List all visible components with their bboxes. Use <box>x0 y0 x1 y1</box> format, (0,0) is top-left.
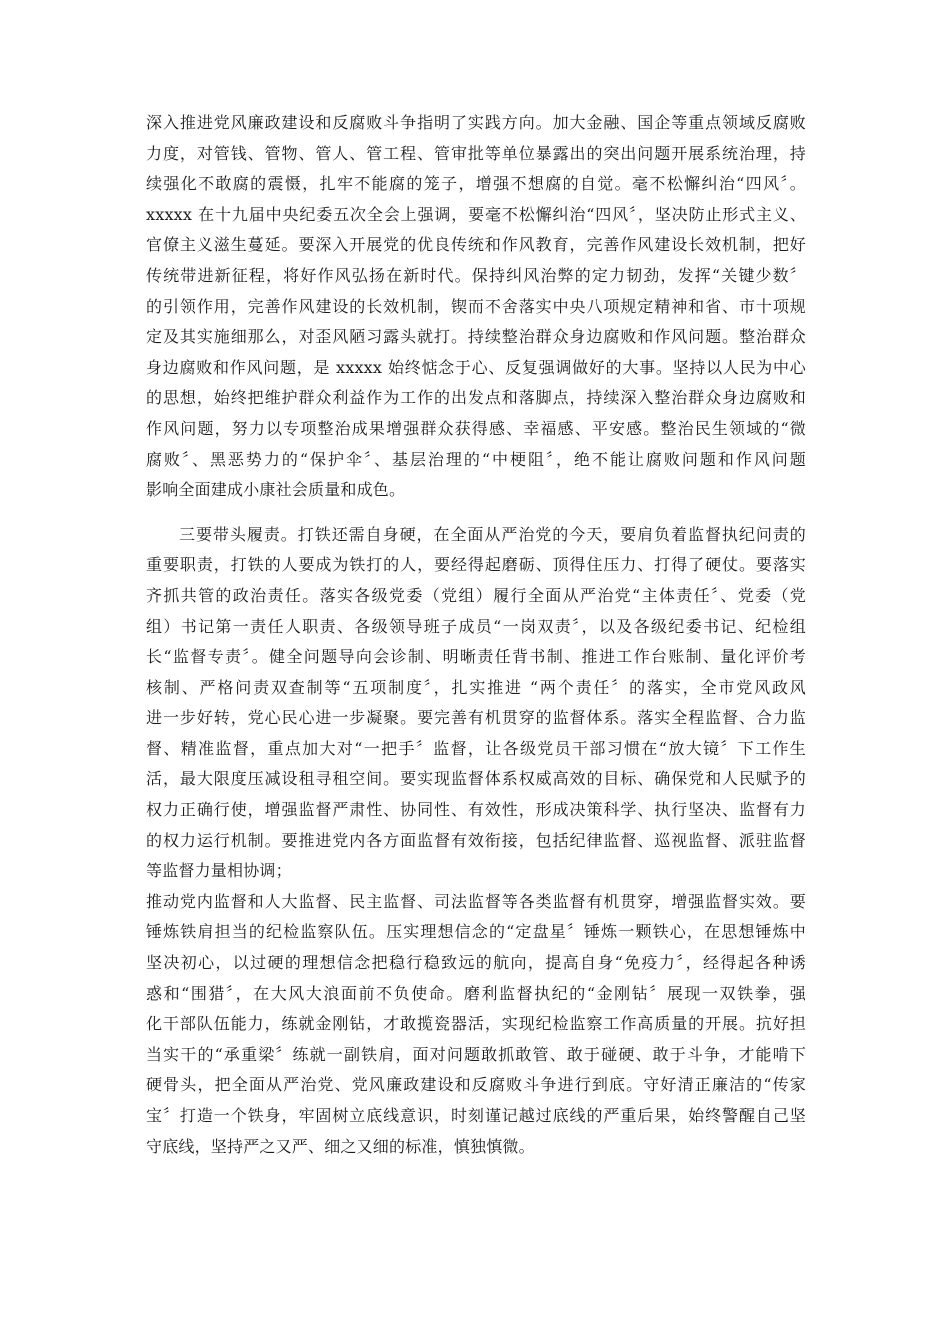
text-line: 坚决初心，以过硬的理想信念把稳行稳致远的航向，提高自身“免疫力〞，经得起各种诱 <box>146 953 806 973</box>
text-line: 进一步好转，党心民心进一步凝聚。要完善有机贯穿的监督体系。落实全程监督、合力监 <box>146 708 806 728</box>
text-line: 的思想，始终把维护群众利益作为工作的出发点和落脚点，持续深入整治群众身边腐败和 <box>146 388 806 408</box>
text-line: 宝〞打造一个铁身，牢固树立底线意识，时刻谨记越过底线的严重后果，始终警醒自己坚 <box>146 1106 806 1125</box>
text-line: 当实干的“承重梁〞练就一副铁肩，面对问题敢抓敢管、敢于碰硬、敢于斗争，才能啃下 <box>146 1044 806 1064</box>
text-line: 锤炼铁肩担当的纪检监察队伍。压实理想信念的“定盘星〞锤炼一颗铁心，在思想锤炼中 <box>146 922 806 942</box>
text-line: 等监督力量相协调； <box>146 861 292 881</box>
paragraph-1 <box>146 108 806 506</box>
text-line: xxxxx 在十九届中央纪委五次全会上强调，要毫不松懈纠治“四风〞，坚决防止形式主义、 <box>146 204 806 224</box>
text-line: 守底线，坚持严之又严、细之又细的标准，慎独慎微。 <box>146 1136 535 1156</box>
text-line: 重要职责，打铁的人要成为铁打的人，要经得起磨砺、顶得住压力、打得了硬仗。要落实 <box>146 555 806 575</box>
text-line: 硬骨头，把全面从严治党、党风廉政建设和反腐败斗争进行到底。守好清正廉洁的“传家 <box>146 1075 806 1095</box>
document-body <box>146 108 806 1162</box>
text-line: 传统带进新征程，将好作风弘扬在新时代。保持纠风治弊的定力韧劲，发挥“关键少数〞 <box>146 265 806 285</box>
text-line: 三要带头履责。打铁还需自身硬，在全面从严治党的今天，要肩负着监督执纪问责的 <box>179 524 806 544</box>
text-line: 的权力运行机制。要推进党内各方面监督有效衔接，包括纪律监督、巡视监督、派驻监督 <box>146 830 806 850</box>
text-line: 惑和“围猎〞，在大风大浪面前不负使命。磨利监督执纪的“金刚钻〞展现一双铁拳，强 <box>146 983 806 1003</box>
text-line: 身边腐败和作风问题，是 xxxxx 始终惦念于心、反复强调做好的大事。坚持以人民为中心 <box>146 357 806 377</box>
text-line: 组）书记第一责任人职责、各级领导班子成员“一岗双责〞，以及各级纪委书记、纪检组 <box>146 616 806 636</box>
text-line: 定及其实施细那么，对歪风陋习露头就打。持续整治群众身边腐败和作风问题。整治群众 <box>146 327 806 347</box>
text-line: 活，最大限度压减设租寻租空间。要实现监督体系权威高效的目标、确保党和人民赋予的 <box>146 769 806 789</box>
text-line: 化干部队伍能力，练就金刚钻，才敢揽瓷器活，实现纪检监察工作高质量的开展。抗好担 <box>146 1014 806 1034</box>
text-line: 的引领作用，完善作风建设的长效机制，锲而不舍落实中央八项规定精神和省、市十项规 <box>146 296 806 316</box>
text-line: 长“监督专责〞。健全问题导向会诊制、明晰责任背书制、推进工作台账制、量化评价考 <box>146 647 806 667</box>
text-line: 力度，对管钱、管物、管人、管工程、管审批等单位暴露出的突出问题开展系统治理，持 <box>146 143 806 163</box>
text-line: 权力正确行使，增强监督严肃性、协同性、有效性，形成决策科学、执行坚决、监督有力 <box>146 800 806 820</box>
text-line: 深入推进党风廉政建设和反腐败斗争指明了实践方向。加大金融、国企等重点领域反腐败 <box>146 113 806 132</box>
paragraph-3 <box>146 887 806 1162</box>
text-line: 影响全面建成小康社会质量和成色。 <box>146 480 406 500</box>
text-line: 齐抓共管的政治责任。落实各级党委（党组）履行全面从严治党“主体责任〞、党委（党 <box>146 585 806 605</box>
text-line: 核制、严格问责双查制等“五项制度〞，扎实推进 “两个责任〞的落实，全市党风政风 <box>146 677 806 697</box>
text-line: 腐败〞、黑恶势力的“保护伞〞、基层治理的“中梗阻〞，绝不能让腐败问题和作风问题 <box>146 449 806 469</box>
text-line: 官僚主义滋生蔓延。要深入开展党的优良传统和作风教育，完善作风建设长效机制，把好 <box>146 235 806 255</box>
text-line: 推动党内监督和人大监督、民主监督、司法监督等各类监督有机贯穿，增强监督实效。要 <box>146 891 806 911</box>
text-line: 作风问题，努力以专项整治成果增强群众获得感、幸福感、平安感。整治民生领域的“微 <box>146 418 806 438</box>
text-line: 督、精准监督，重点加大对“一把手〞监督，让各级党员干部习惯在“放大镜〞下工作生 <box>146 738 806 758</box>
text-line: 续强化不敢腐的震慑，扎牢不能腐的笼子，增强不想腐的自觉。毫不松懈纠治“四风〞。 <box>146 174 806 194</box>
paragraph-gap <box>146 506 806 520</box>
paragraph-2 <box>146 520 806 887</box>
